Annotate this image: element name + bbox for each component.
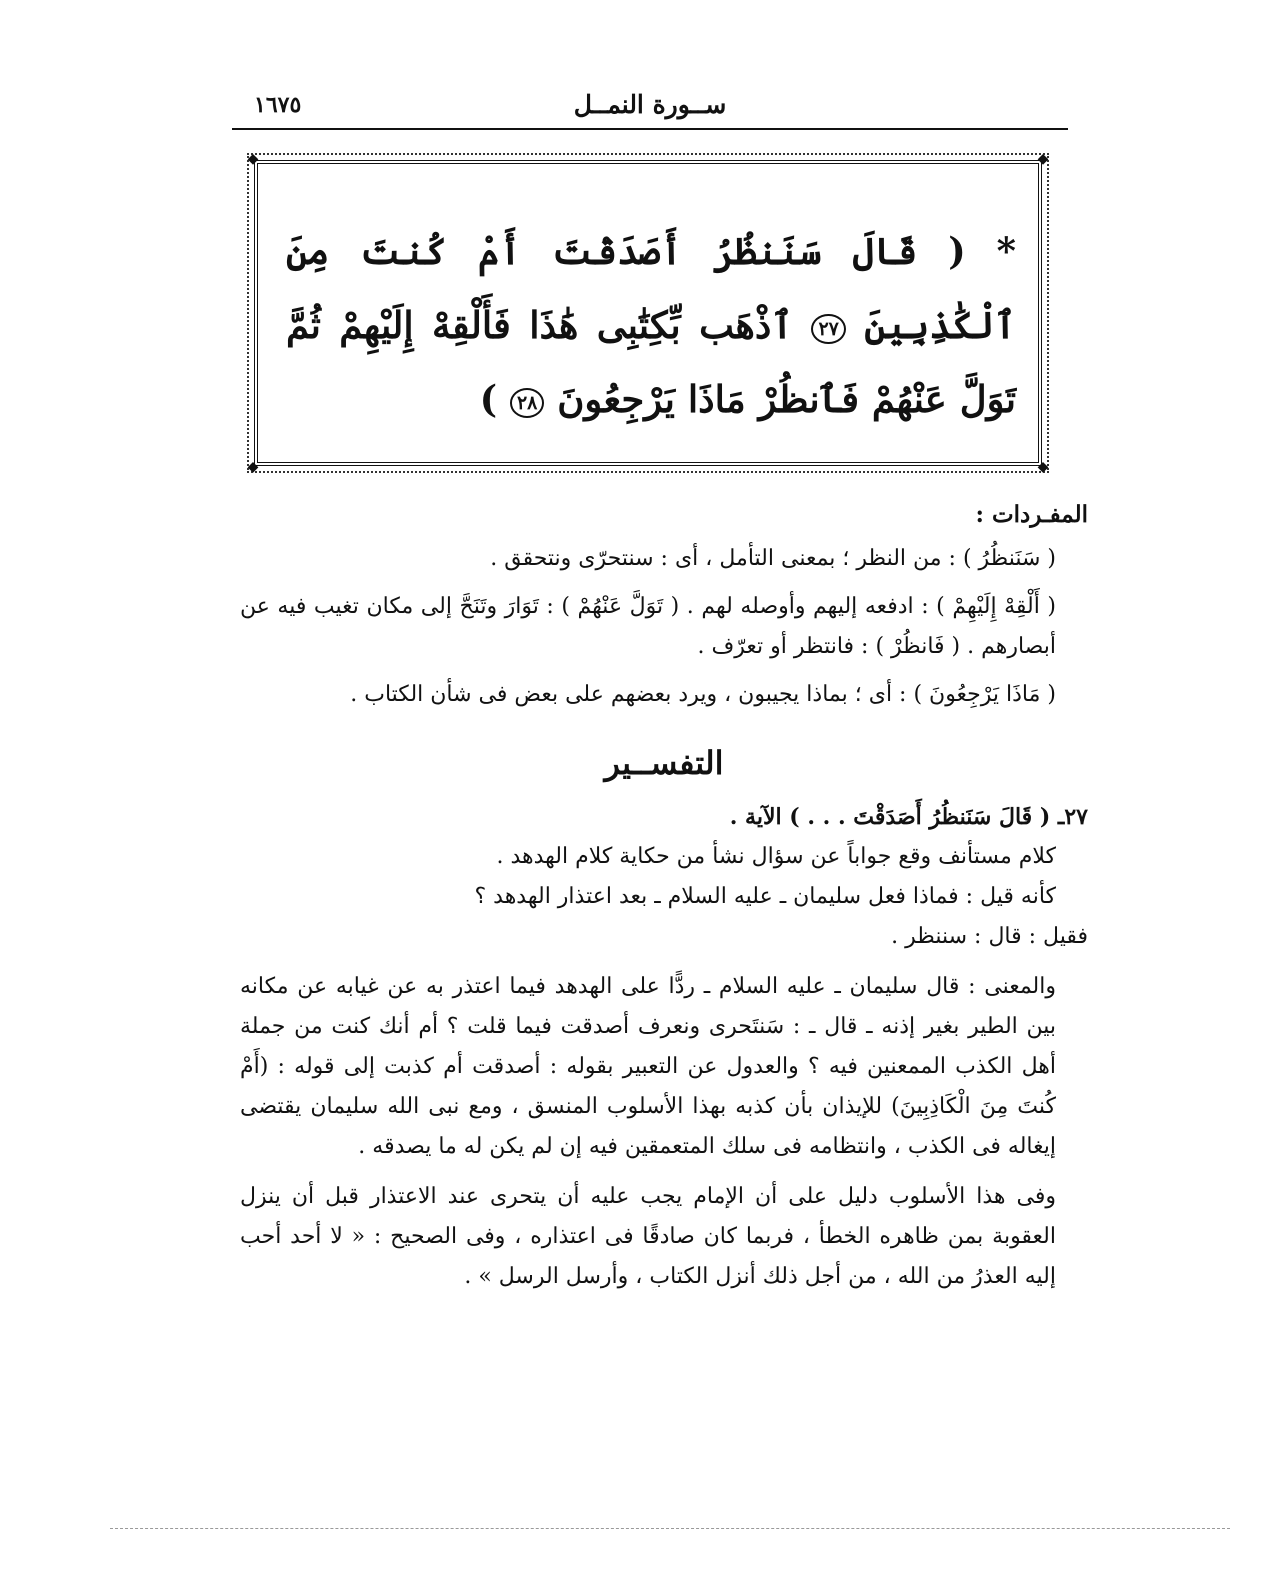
tafsir-heading: التفســير bbox=[604, 744, 724, 782]
vocabulary-heading: المفـردات : bbox=[975, 501, 1088, 528]
ayah-number-marker: ٢٧ bbox=[811, 314, 845, 344]
verse-text-part-1: * ( قَالَ سَنَنظُرُ أَصَدَقْتَ أَمْ كُنتَ مِنَ ٱلْكَٰذِبِينَ bbox=[286, 229, 1017, 347]
quran-verse bbox=[286, 214, 1016, 436]
ayah-number-marker: ٢٨ bbox=[510, 388, 544, 418]
tafsir-paragraph: وفى هذا الأسلوب دليل على أن الإمام يجب عليه أن يتحرى عند الاعتذار قبل أن ينزل العقوبة بمن ظاهره الخطأ ، فربما كان صادقًا فى اعتذاره ، وفى الصحيح : « لا أحد أحب إليه العذرُ من الله ، من أجل ذلك أنزل الكتاب ، وأرسل الرسل » . bbox=[240, 1184, 1056, 1289]
vocabulary-entry: ( أَلْقِهْ إِلَيْهِمْ ) : ادفعه إليهم وأوصله لهم . ( تَوَلَّ عَنْهُمْ ) : تَوَارَ وتَنَحَّ إلى مكان تغيب فيه عن أبصارهم . ( فَانظُرْ ) : فانتظر أو تعرّف . bbox=[240, 594, 1056, 659]
verse-frame bbox=[247, 151, 1049, 475]
tafsir-paragraph: فقيل : قال : سننظر . bbox=[891, 924, 1088, 949]
corner-ornament-icon: ◆ bbox=[1037, 151, 1049, 167]
main-content bbox=[240, 495, 1088, 1297]
surah-title: ســورة النمــل bbox=[573, 90, 727, 119]
corner-ornament-icon: ◆ bbox=[247, 151, 259, 167]
scan-bottom-edge bbox=[110, 1528, 1230, 1529]
page-header bbox=[232, 86, 1068, 130]
tafsir-paragraph: والمعنى : قال سليمان ـ عليه السلام ـ ردًّا على الهدهد فيما اعتذر به عن غيابه عن مكانه بين الطير بغير إذنه ـ قال ـ : سَنتَحرى ونعرف أصدقت فيما قلت ؟ أم أنك كنت من جملة أهل الكذب الممعنين فيه ؟ والعدول عن التعبير بقوله : أصدقت أم كذبت إلى قوله : (أَمْ كُنتَ مِنَ الْكَاذِبِينَ) للإيذان بأن كذبه بهذا الأسلوب المنسق ، ومع نبى الله سليمان يقتضى إيغاله فى الكذب ، وانتظامه فى سلك المتعمقين فيه إن لم يكن له ما يصدقه . bbox=[240, 974, 1056, 1159]
verse-text-part-2: ٱذْهَب بِّكِتَٰبِى هَٰذَا فَأَلْقِهْ إِلَيْهِمْ ثُمَّ تَوَلَّ عَنْهُمْ فَٱنظُرْ مَاذَا يَرْجِعُونَ bbox=[286, 303, 1016, 421]
vocabulary-entry: ( مَاذَا يَرْجِعُونَ ) : أى ؛ بماذا يجيبون ، ويرد بعضهم على بعض فى شأن الكتاب . bbox=[350, 682, 1056, 707]
vocabulary-entry: ( سَنَنظُرُ ) : من النظر ؛ بمعنى التأمل ، أى : سنتحرّى ونتحقق . bbox=[490, 546, 1056, 571]
page-number: ١٦٧٥ bbox=[254, 92, 302, 118]
verse-close-bracket: ) bbox=[479, 377, 510, 421]
tafsir-paragraph: كأنه قيل : فماذا فعل سليمان ـ عليه السلام ـ بعد اعتذار الهدهد ؟ bbox=[474, 884, 1056, 909]
tafsir-verse-reference: ٢٧ـ ( قَالَ سَنَنظُرُ أَصَدَقْتَ . . . ) الآية . bbox=[729, 804, 1088, 830]
corner-ornament-icon: ◆ bbox=[247, 459, 259, 475]
corner-ornament-icon: ◆ bbox=[1037, 459, 1049, 475]
tafsir-paragraph: كلام مستأنف وقع جواباً عن سؤال نشأ من حكاية كلام الهدهد . bbox=[496, 844, 1056, 869]
